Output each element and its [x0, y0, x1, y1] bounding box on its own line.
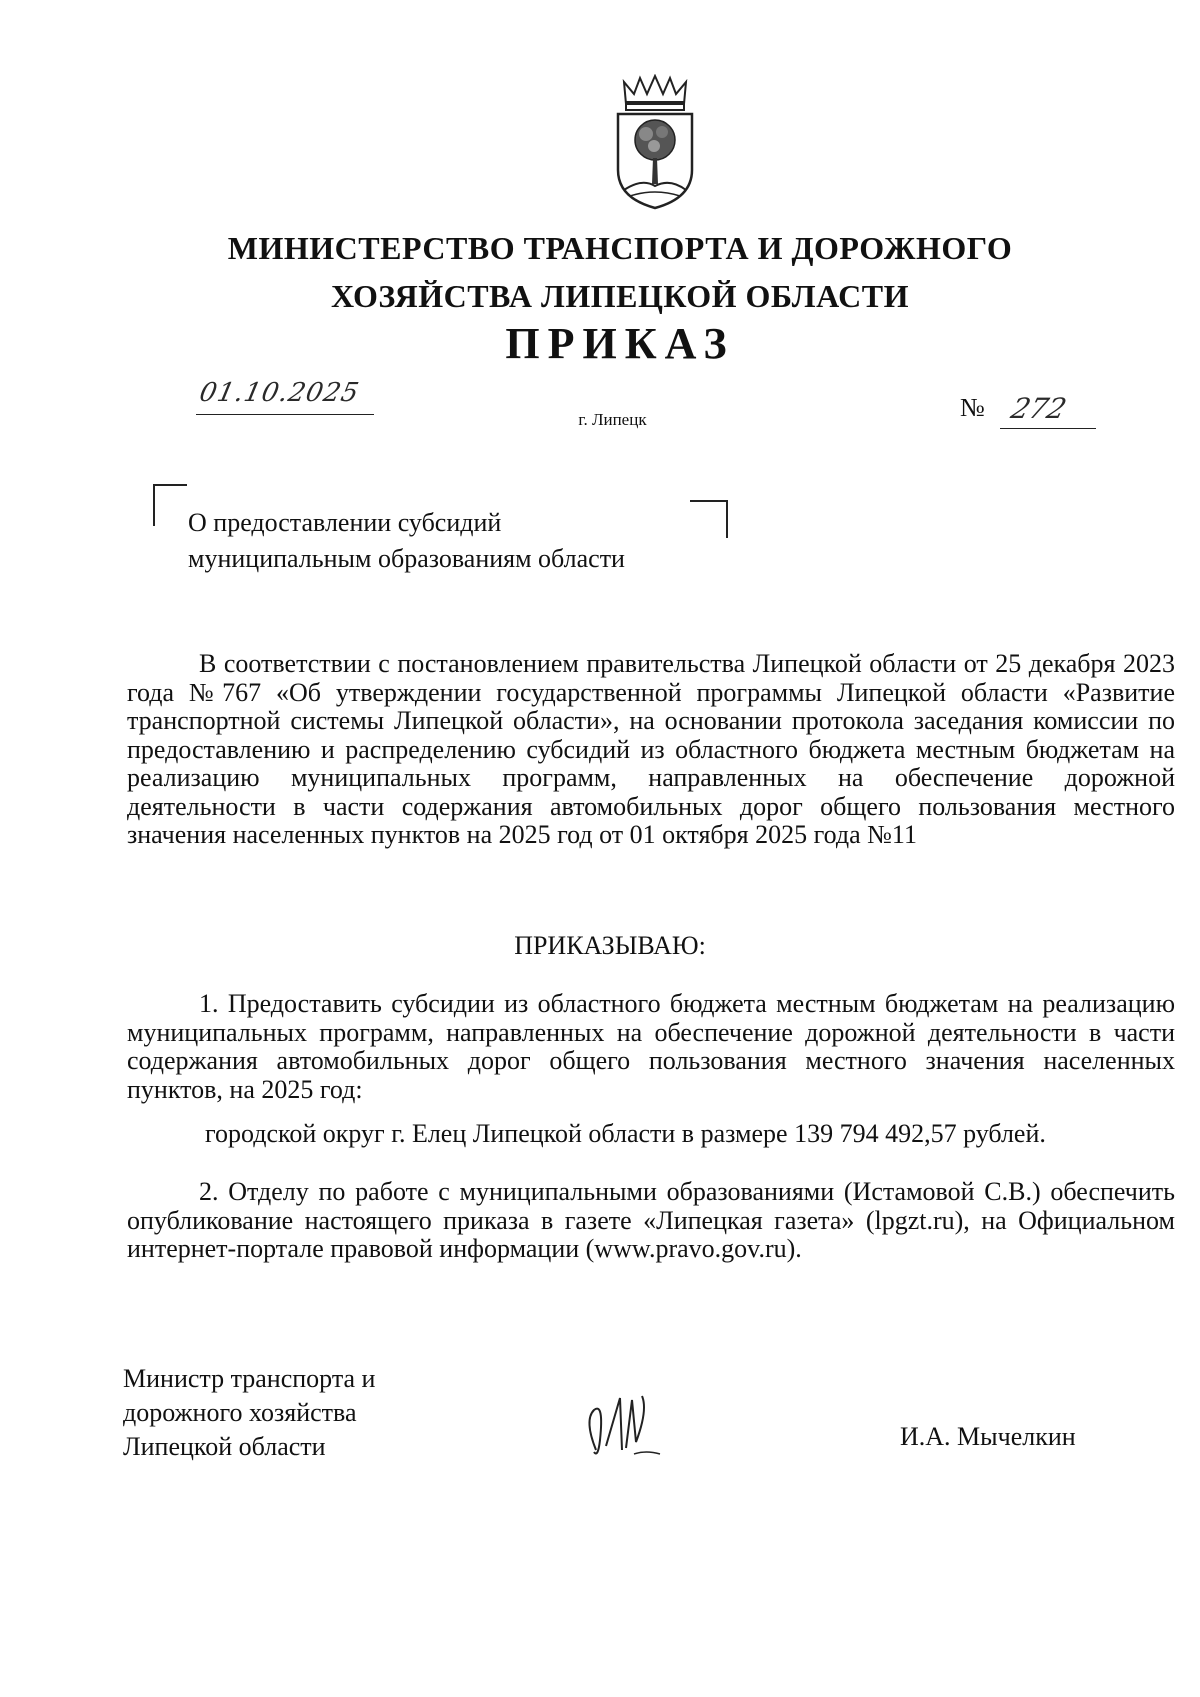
signatory-title-line1: Министр транспорта и	[123, 1364, 376, 1393]
ministry-name-line2: ХОЗЯЙСТВА ЛИПЕЦКОЙ ОБЛАСТИ	[331, 278, 909, 314]
subject-bracket-left	[153, 484, 187, 526]
order-item-1: 1. Предоставить субсидии из областного бюджета местным бюджетам на реализацию муниципальных программ, направленных на обеспечение дорожной деятельности в части содержания автомобильных дорог общего пользования местного значения населенных пунктов, на 2025 год:	[127, 989, 1175, 1104]
signatory-name: И.А. Мычелкин	[900, 1422, 1076, 1451]
order-item-2: 2. Отделу по работе с муниципальными образованиями (Истамовой С.В.) обеспечить опубликование настоящего приказа в газете «Липецкая газета» (lpgzt.ru), на Официальном интернет-портале правовой информации (www.pravo.gov.ru).	[127, 1177, 1175, 1263]
signatory-title-line2: дорожного хозяйства	[123, 1398, 357, 1427]
order-word: ПРИКАЗЫВАЮ:	[514, 931, 706, 960]
coat-of-arms-icon	[612, 74, 698, 214]
signatory-title-line3: Липецкой области	[123, 1432, 326, 1461]
document-number: 272	[1007, 392, 1070, 425]
document-date: 01.10.2025	[196, 378, 363, 408]
number-underline	[1000, 428, 1096, 429]
subject-line2: муниципальным образованиям области	[188, 544, 625, 573]
ministry-name-line1: МИНИСТЕРСТВО ТРАНСПОРТА И ДОРОЖНОГО	[227, 230, 1013, 266]
handwritten-signature-icon	[576, 1380, 676, 1480]
document-subject	[188, 505, 625, 577]
subject-bracket-right	[690, 500, 728, 538]
subject-line1: О предоставлении субсидий	[188, 508, 502, 537]
signatory-title	[123, 1362, 375, 1464]
document-type: ПРИКАЗ	[505, 319, 735, 368]
subsidy-recipient: городской округ г. Елец Липецкой области в размере 139 794 492,57 рублей.	[205, 1119, 1046, 1148]
number-sign: №	[960, 393, 985, 422]
preamble-paragraph: В соответствии с постановлением правительства Липецкой области от 25 декабря 2023 года №767 «Об утверждении государственной программы Липецкой области «Развитие транспортной системы Липецкой области», на основании протокола заседания комиссии по предоставлению и распределению субсидий из областного бюджета местным бюджетам на реализацию муниципальных программ, направленных на обеспечение дорожной деятельности в части содержания автомобильных дорог общего пользования местного значения населенных пунктов на 2025 год от 01 октября 2025 года №11	[127, 649, 1175, 849]
document-city: г. Липецк	[578, 410, 647, 429]
